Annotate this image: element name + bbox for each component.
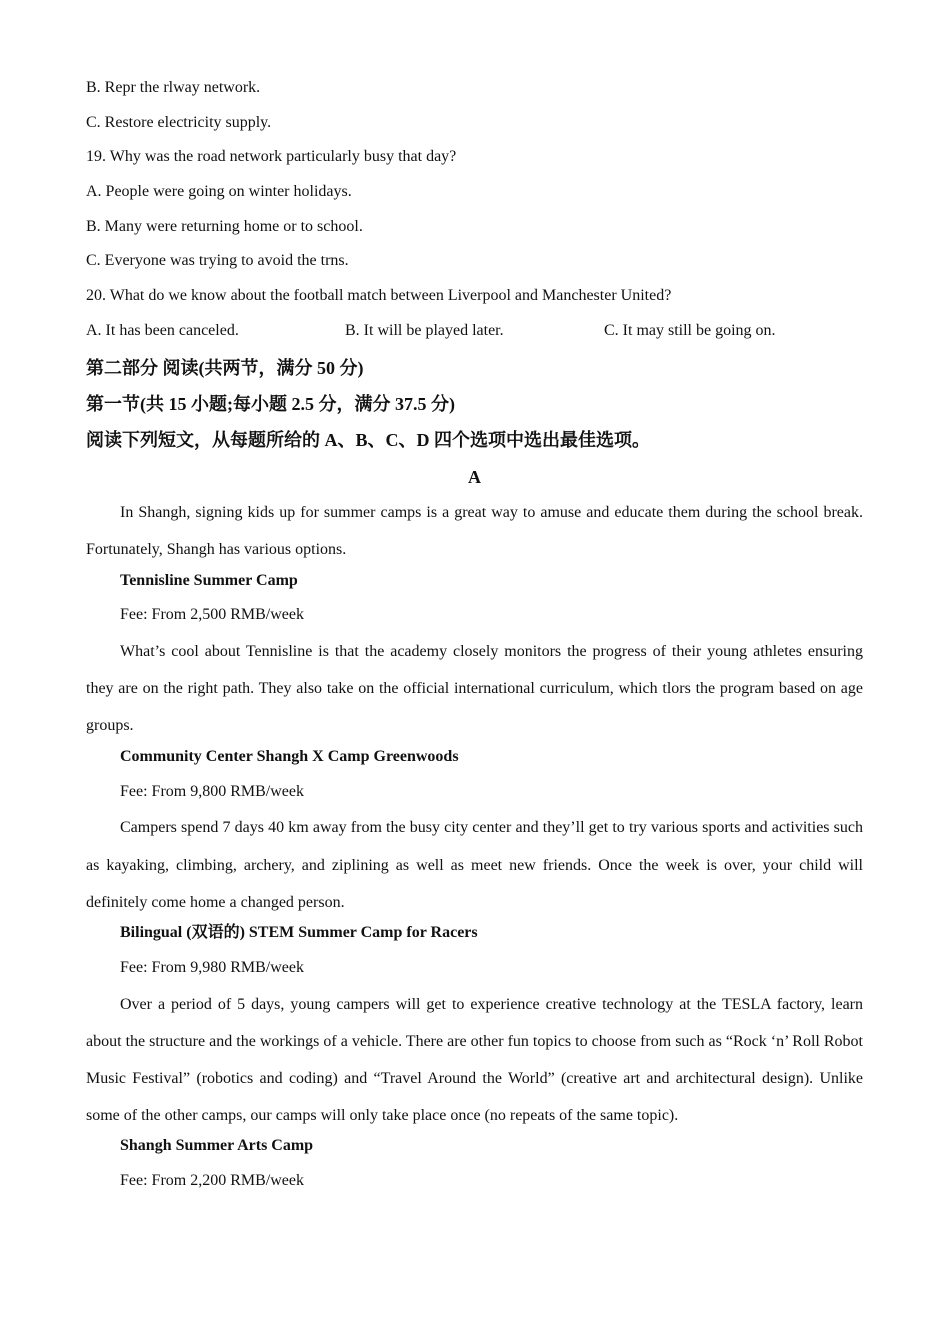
section-title: 第一节(共 15 小题;每小题 2.5 分，满分 37.5 分)	[86, 394, 455, 415]
camp-name: Shangh Summer Arts Camp	[120, 1136, 314, 1154]
option-20-a: A. It has been canceled.	[86, 321, 239, 339]
camp-fee: Fee: From 2,500 RMB/week	[120, 606, 304, 624]
part-title: 第二部分 阅读(共两节，满分 50 分)	[86, 357, 364, 378]
option-18-c: C. Restore electricity supply.	[86, 113, 272, 131]
camp-name: Tennisline Summer Camp	[120, 571, 298, 589]
camp-name: Community Center Shangh X Camp Greenwoods	[120, 748, 459, 766]
camp-fee: Fee: From 2,200 RMB/week	[120, 1171, 304, 1189]
question-20-options	[86, 321, 863, 357]
instruction: 阅读下列短文，从每题所给的 A、B、C、D 四个选项中选出最佳选项。	[86, 430, 650, 451]
camp-description: What’s cool about Tennisline is that the academy closely monitors the progress of their young athletes ensuring they are on the right path. They also take on the official international curriculum, which tlors the program based on age groups.	[86, 643, 863, 735]
camp-name: Bilingual (双语的) STEM Summer Camp for Racers	[120, 924, 478, 942]
camp-description: Campers spend 7 days 40 km away from the busy city center and they’ll get to try various sports and activities such as kayaking, climbing, archery, and ziplining as well as meet new friends. Once the week is over, your child will definitely come home a changed person.	[86, 819, 863, 911]
option-19-a: A. People were going on winter holidays.	[86, 183, 352, 201]
option-20-b: B. It will be played later.	[345, 321, 504, 339]
camp-description: Over a period of 5 days, young campers will get to experience creative technology at the TESLA factory, learn about the structure and the workings of a vehicle. There are other fun topics to choose from such as “Rock ‘n’ Roll Robot Music Festival” (robotics and coding) and “Travel Around the World” (creative art and architectural design). Unlike some of the other camps, our camps will only take place once (no repeats of the same topic).	[86, 995, 863, 1125]
camp-fee: Fee: From 9,980 RMB/week	[120, 959, 304, 977]
option-18-b: B. Repr the rlway network.	[86, 79, 261, 96]
option-19-b: B. Many were returning home or to school.	[86, 217, 363, 235]
passage-intro: In Shangh, signing kids up for summer camps is a great way to amuse and educate them during the school break. Fortunately, Shangh has various options.	[86, 503, 863, 558]
question-20: 20. What do we know about the football match between Liverpool and Manchester United?	[86, 287, 672, 305]
document-page	[86, 78, 863, 1205]
option-19-c: C. Everyone was trying to avoid the trns.	[86, 252, 349, 270]
option-20-c: C. It may still be going on.	[604, 321, 776, 339]
passage-letter: A	[468, 466, 481, 487]
question-19: 19. Why was the road network particularly busy that day?	[86, 148, 457, 166]
camp-fee: Fee: From 9,800 RMB/week	[120, 782, 304, 800]
